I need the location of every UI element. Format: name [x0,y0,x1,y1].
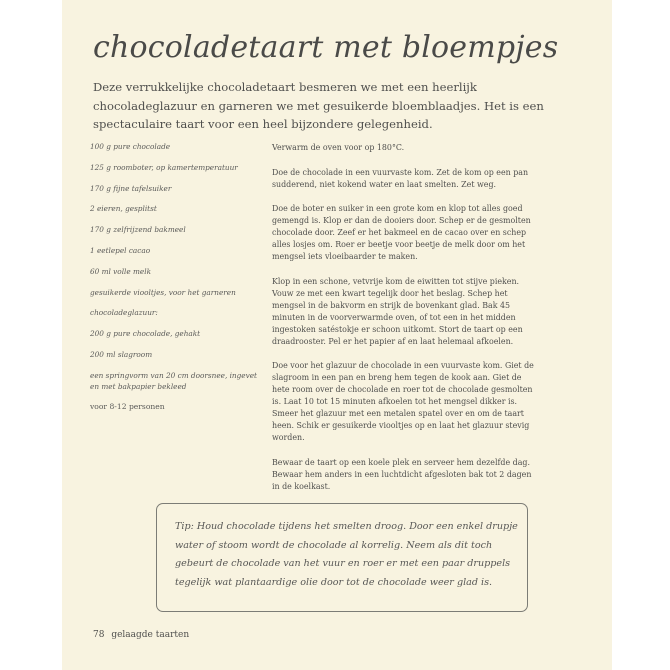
section-name: gelaagde taarten [111,630,190,640]
ingredient-item: 170 g zelfrijzend bakmeel [90,225,186,235]
page-number: 78 [93,630,105,640]
equipment-note: een springvorm van 20 cm doorsnee, ingevet en met bakpapier bekleed [90,370,257,391]
glaze-heading: chocoladeglazuur: [90,308,158,318]
recipe-title: chocoladetaart met bloempjes [93,30,559,65]
page-footer [93,630,189,640]
ingredient-item: gesuikerde viooltjes, voor het garneren [90,287,236,297]
ingredient-item: 100 g pure chocolade [90,142,171,151]
ingredient-item: 200 ml slagroom [90,349,153,359]
tip-box [156,503,528,612]
method-step: Doe de boter en suiker in een grote kom en klop tot alles goed gemengd is. Klop er dan de dooiers door. Schep er de gesmolten chocolade door. Zeef er het bakmeel en de cacao over en schep alles losjes om. Roer er beetje voor beetje de melk door om het mengsel iets vloeibaarder te maken. [272,204,531,261]
ingredient-item: 125 g roomboter, op kamertemperatuur [90,162,238,172]
method-step: Bewaar de taart op een koele plek en serveer hem dezelfde dag. Bewaar hem anders in een luchtdicht afgesloten bak tot 2 dagen in de koelkast. [272,457,532,491]
servings: voor 8-12 personen [90,402,165,412]
method-step: Doe voor het glazuur de chocolade in een vuurvaste kom. Giet de slagroom in een pan en breng hem tegen de kook aan. Giet de hete room over de chocolade en roer tot de chocolade gesmolten is. Laat 10 tot 15 minuten afkoelen tot het mengsel dikker is. Smeer het glazuur met een metalen spatel over en om de taart heen. Schik er gesuikerde viooltjes op en laat het glazuur stevig worden. [272,361,534,442]
ingredient-list [90,142,262,423]
tip-text: Tip: Houd chocolade tijdens het smelten droog. Door een enkel drupje water of stoom wordt de chocolade al korrelig. Neem als dit toch gebeurt de chocolade van het vuur en roer er met een paar druppels tegelijk wat plantaardige olie door tot de chocolade weer glad is. [175,521,518,588]
method-step: Doe de chocolade in een vuurvaste kom. Zet de kom op een pan sudderend, niet kokend water en laat smelten. Zet weg. [272,167,529,189]
ingredient-item: 1 eetlepel cacao [90,245,151,255]
ingredient-item: 200 g pure chocolade, gehakt [90,329,201,339]
method-steps [272,142,537,505]
method-step: Verwarm de oven voor op 180°C. [272,143,405,152]
method-step: Klop in een schone, vetvrije kom de eiwitten tot stijve pieken. Vouw ze met een kwart tegelijk door het beslag. Schep het mengsel in de bakvorm en strijk de bovenkant glad. Bak 45 minuten in de voorverwarmde oven, of tot een in het midden ingestoken satéstokje er schoon uitkomt. Stort de taart op een draadrooster. Pel er het papier af en laat helemaal afkoelen. [272,276,523,346]
recipe-intro: Deze verrukkelijke chocoladetaart besmeren we met een heerlijk chocoladeglazuur en garneren we met gesuikerde bloemblaadjes. Het is een spectaculaire taart voor een heel bijzondere gelegenheid. [93,80,544,131]
ingredient-item: 2 eieren, gesplitst [90,204,157,214]
ingredient-item: 170 g fijne tafelsuiker [90,183,172,193]
ingredient-item: 60 ml volle melk [90,266,151,276]
